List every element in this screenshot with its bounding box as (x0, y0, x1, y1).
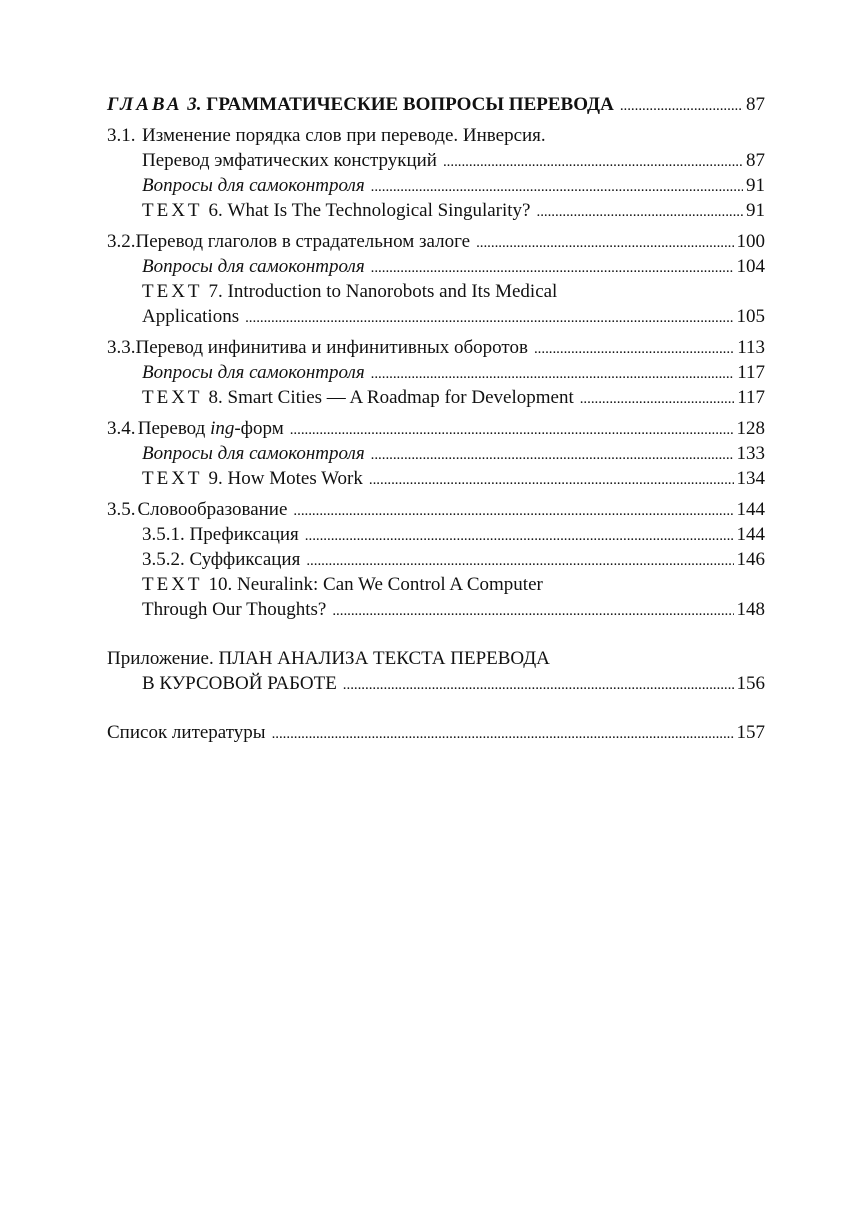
page-number: 128 (736, 418, 765, 439)
subsection-3-5-1 (107, 522, 765, 547)
section-3-4-title (107, 416, 765, 441)
section-number: 3.5. (107, 499, 136, 520)
chapter-heading (107, 92, 765, 117)
text-title: What Is The Technological Singularity? (227, 200, 531, 221)
section-number: 3.3. (107, 337, 136, 358)
dot-leader (534, 335, 734, 362)
self-check-questions (107, 254, 765, 279)
section-3-5-title (107, 497, 765, 522)
page-number: 134 (736, 468, 765, 489)
text-title: Smart Cities — A Roadmap for Development (227, 387, 574, 408)
dot-leader (620, 92, 743, 119)
dot-leader (369, 466, 734, 493)
entry-title: 3.5.2. Суффиксация (142, 549, 301, 570)
text-title: Neuralink: Can We Control A Computer (237, 574, 543, 595)
page-number: 91 (746, 200, 765, 221)
page-number: 91 (746, 175, 765, 196)
text-7-entry-cont (107, 304, 765, 329)
section-3-3-title (107, 335, 765, 360)
self-check-questions (107, 173, 765, 198)
section-title: Словообразование (137, 499, 288, 520)
chapter-label: ГЛАВА (107, 94, 183, 115)
page-number: 156 (736, 673, 765, 694)
text-number: 8. (208, 387, 223, 408)
dot-leader (371, 254, 734, 281)
self-check-questions (107, 441, 765, 466)
dot-leader (580, 385, 734, 412)
dot-leader (332, 597, 733, 624)
page-number: 148 (736, 599, 765, 620)
section-number: 3.2. (107, 231, 136, 252)
self-check-questions (107, 360, 765, 385)
page-number: 117 (737, 362, 765, 383)
appendix-title (107, 646, 765, 671)
entry-title: В КУРСОВОЙ РАБОТЕ (142, 673, 337, 694)
page-number: 105 (736, 306, 765, 327)
dot-leader (293, 497, 733, 524)
dot-leader (272, 720, 734, 747)
text-label: TEXT (142, 200, 203, 221)
text-title: Applications (142, 306, 240, 327)
chapter-number: 3. (187, 94, 202, 115)
references-entry (107, 720, 765, 745)
text-number: 6. (208, 200, 223, 221)
text-title: Through Our Thoughts? (142, 599, 327, 620)
page-number: 144 (736, 524, 765, 545)
section-3-2-title (107, 229, 765, 254)
dot-leader (305, 522, 734, 549)
page-number: 133 (736, 443, 765, 464)
page-number: 157 (736, 722, 765, 743)
section-title: Перевод эмфатических конструкций (142, 150, 437, 171)
text-9-entry (107, 466, 765, 491)
text-label: TEXT (142, 574, 203, 595)
text-number: 7. (208, 281, 223, 302)
text-number: 9. (208, 468, 223, 489)
dot-leader (371, 173, 743, 200)
entry-title: Вопросы для самоконтроля (142, 256, 365, 277)
dot-leader (343, 671, 734, 698)
section-title: Перевод инфинитива и инфинитивных оборотов (135, 337, 528, 358)
text-number: 10. (208, 574, 233, 595)
dot-leader (371, 360, 735, 387)
section-3-1-title (107, 123, 765, 148)
text-label: TEXT (142, 281, 203, 302)
page-number: 87 (746, 150, 765, 171)
dot-leader (290, 416, 734, 443)
subsection-3-5-2 (107, 547, 765, 572)
section-3-1-title-cont (107, 148, 765, 173)
page-number: 113 (737, 337, 765, 358)
text-title: How Motes Work (227, 468, 363, 489)
text-label: TEXT (142, 468, 203, 489)
dot-leader (306, 547, 733, 574)
text-6-entry (107, 198, 765, 223)
section-title: Изменение порядка слов при переводе. Инверсия. (142, 125, 546, 146)
text-8-entry (107, 385, 765, 410)
text-10-entry-cont (107, 597, 765, 622)
section-number: 3.4. (107, 418, 136, 439)
appendix-title-cont (107, 671, 765, 696)
section-title: Перевод ing-форм (137, 418, 284, 439)
dot-leader (443, 148, 743, 175)
entry-title: Вопросы для самоконтроля (142, 362, 365, 383)
page-number: 146 (736, 549, 765, 570)
dot-leader (371, 441, 734, 468)
table-of-contents (107, 92, 765, 745)
page-number: 117 (737, 387, 765, 408)
entry-title: Вопросы для самоконтроля (142, 443, 365, 464)
entry-title: Приложение. ПЛАН АНАЛИЗА ТЕКСТА ПЕРЕВОДА (107, 648, 550, 669)
page-number: 104 (736, 256, 765, 277)
dot-leader (245, 304, 733, 331)
page-number: 87 (746, 94, 765, 115)
dot-leader (476, 229, 733, 256)
text-title: Introduction to Nanorobots and Its Medical (227, 281, 558, 302)
dot-leader (537, 198, 744, 225)
chapter-title: ГРАММАТИЧЕСКИЕ ВОПРОСЫ ПЕРЕВОДА (206, 94, 614, 115)
text-10-entry (107, 572, 765, 597)
entry-title: Список литературы (107, 722, 266, 743)
page-number: 100 (736, 231, 765, 252)
text-label: TEXT (142, 387, 203, 408)
section-title: Перевод глаголов в страдательном залоге (135, 231, 471, 252)
section-number: 3.1. (107, 125, 136, 146)
entry-title: Вопросы для самоконтроля (142, 175, 365, 196)
text-7-entry (107, 279, 765, 304)
entry-title: 3.5.1. Префиксация (142, 524, 299, 545)
page-number: 144 (736, 499, 765, 520)
